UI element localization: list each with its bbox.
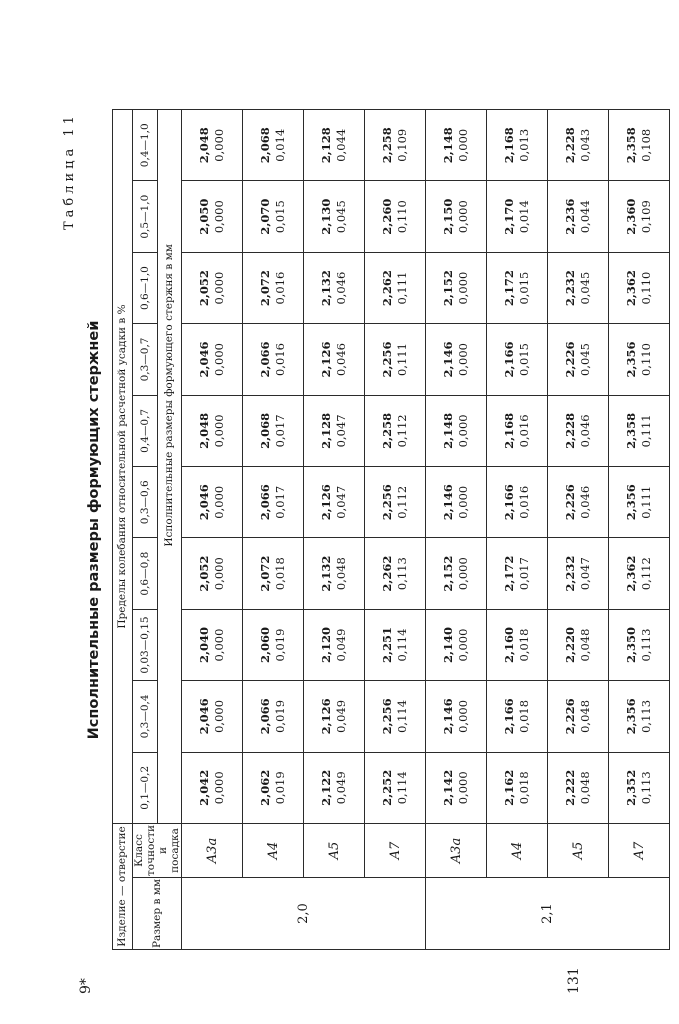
nominal-value: 2,060 (257, 627, 272, 664)
tolerance-value: 0,113 (639, 699, 654, 733)
value-cell (304, 609, 365, 680)
tolerance-value: 0,045 (334, 200, 349, 234)
table-row (426, 110, 487, 950)
value-cell (426, 609, 487, 680)
range-header: 0,6—1,0 (133, 252, 158, 323)
tolerance-value: 0,014 (517, 200, 532, 234)
table-title: Исполнительные размеры формующих стержней (86, 320, 102, 740)
nominal-value: 2,046 (196, 484, 211, 521)
tolerance-value: 0,018 (517, 771, 532, 805)
header-class: Класс точности и посадка (133, 824, 182, 877)
nominal-value: 2,042 (196, 769, 211, 806)
value-cell (243, 252, 304, 323)
tolerance-value: 0,112 (395, 485, 410, 519)
tolerance-value: 0,109 (639, 200, 654, 234)
tolerance-value: 0,045 (578, 343, 593, 376)
value-cell (426, 181, 487, 252)
class-cell: A4 (487, 824, 548, 878)
value-cell (304, 752, 365, 823)
range-header: 0,5—1,0 (133, 181, 158, 252)
tolerance-value: 0,016 (517, 414, 532, 448)
nominal-value: 2,120 (318, 627, 333, 664)
tolerance-value: 0,047 (334, 485, 349, 519)
table-caption: Таблица 11 (62, 112, 77, 230)
nominal-value: 2,072 (257, 270, 272, 307)
nominal-value: 2,232 (562, 555, 577, 592)
value-cell (182, 752, 243, 823)
value-cell (365, 681, 426, 752)
value-cell (365, 181, 426, 252)
nominal-value: 2,258 (379, 412, 394, 449)
size-cell: 2,1 (426, 878, 670, 950)
nominal-value: 2,358 (623, 412, 638, 449)
table-body (182, 110, 670, 950)
nominal-value: 2,252 (379, 769, 394, 806)
nominal-value: 2,122 (318, 769, 333, 806)
tolerance-value: 0,113 (639, 628, 654, 662)
nominal-value: 2,126 (318, 698, 333, 735)
value-cell (487, 324, 548, 395)
tolerance-value: 0,000 (212, 343, 227, 376)
nominal-value: 2,222 (562, 769, 577, 806)
value-cell (487, 681, 548, 752)
tolerance-value: 0,000 (456, 485, 471, 519)
tolerance-value: 0,000 (456, 414, 471, 448)
value-cell (304, 538, 365, 609)
value-cell (487, 467, 548, 538)
nominal-value: 2,052 (196, 270, 211, 307)
nominal-value: 2,356 (623, 484, 638, 521)
tolerance-value: 0,016 (273, 343, 288, 376)
nominal-value: 2,152 (440, 270, 455, 307)
nominal-value: 2,228 (562, 412, 577, 449)
class-cell: A7 (365, 824, 426, 878)
nominal-value: 2,236 (562, 198, 577, 235)
tolerance-value: 0,111 (395, 271, 410, 305)
header-limits: Пределы колебания относительной расчетной усадки в % (113, 110, 133, 824)
range-header: 0,03—0,15 (133, 609, 158, 680)
nominal-value: 2,146 (440, 484, 455, 521)
value-cell (426, 467, 487, 538)
value-cell (426, 395, 487, 466)
tolerance-value: 0,049 (334, 628, 349, 662)
tolerance-value: 0,015 (273, 200, 288, 234)
value-cell (548, 110, 609, 181)
value-cell (609, 324, 670, 395)
tolerance-value: 0,110 (639, 271, 654, 305)
table-row (365, 110, 426, 950)
tolerance-value: 0,048 (578, 771, 593, 805)
tolerance-value: 0,000 (456, 271, 471, 305)
tolerance-value: 0,043 (578, 128, 593, 162)
value-cell (365, 538, 426, 609)
value-cell (426, 538, 487, 609)
value-cell (243, 538, 304, 609)
tolerance-value: 0,112 (639, 557, 654, 591)
range-header: 0,4—1,0 (133, 110, 158, 181)
value-cell (304, 252, 365, 323)
nominal-value: 2,232 (562, 270, 577, 307)
nominal-value: 2,356 (623, 341, 638, 378)
nominal-value: 2,048 (196, 127, 211, 164)
class-cell: A5 (304, 824, 365, 878)
value-cell (304, 324, 365, 395)
class-cell: A7 (609, 824, 670, 878)
tolerance-value: 0,114 (395, 628, 410, 662)
nominal-value: 2,046 (196, 698, 211, 735)
tolerance-value: 0,044 (578, 200, 593, 234)
tolerance-value: 0,019 (273, 771, 288, 805)
tolerance-value: 0,000 (456, 628, 471, 662)
tolerance-value: 0,015 (517, 343, 532, 376)
tolerance-value: 0,016 (517, 485, 532, 519)
page-number-left: 9* (78, 978, 94, 994)
table-row (243, 110, 304, 950)
tolerance-value: 0,017 (273, 414, 288, 448)
value-cell (609, 609, 670, 680)
size-cell: 2,0 (182, 878, 426, 950)
nominal-value: 2,066 (257, 484, 272, 521)
value-cell (304, 395, 365, 466)
table-row (304, 110, 365, 950)
range-header: 0,3—0,7 (133, 324, 158, 395)
value-cell (609, 538, 670, 609)
value-cell (609, 181, 670, 252)
value-cell (487, 252, 548, 323)
tolerance-value: 0,108 (639, 128, 654, 162)
nominal-value: 2,226 (562, 341, 577, 378)
tolerance-value: 0,046 (578, 414, 593, 448)
value-cell (243, 467, 304, 538)
value-cell (243, 324, 304, 395)
tolerance-value: 0,000 (212, 271, 227, 305)
nominal-value: 2,256 (379, 484, 394, 521)
tolerance-value: 0,000 (212, 557, 227, 591)
tolerance-value: 0,046 (578, 485, 593, 519)
value-cell (548, 181, 609, 252)
tolerance-value: 0,049 (334, 771, 349, 805)
dimensions-table (112, 109, 670, 950)
value-cell (548, 681, 609, 752)
nominal-value: 2,166 (501, 341, 516, 378)
tolerance-value: 0,113 (395, 557, 410, 591)
tolerance-value: 0,000 (456, 771, 471, 805)
nominal-value: 2,146 (440, 341, 455, 378)
tolerance-value: 0,047 (334, 414, 349, 448)
nominal-value: 2,262 (379, 555, 394, 592)
subheader-dims: Исполнительные размеры формующего стержня в мм (157, 110, 182, 681)
value-cell (365, 110, 426, 181)
tolerance-value: 0,017 (517, 557, 532, 591)
nominal-value: 2,148 (440, 127, 455, 164)
range-header: 0,4—0,7 (133, 395, 158, 466)
nominal-value: 2,251 (379, 627, 394, 664)
value-cell (609, 681, 670, 752)
tolerance-value: 0,048 (578, 699, 593, 733)
tolerance-value: 0,111 (639, 485, 654, 519)
tolerance-value: 0,018 (517, 628, 532, 662)
header-size: Размер в мм (133, 878, 182, 950)
tolerance-value: 0,114 (395, 771, 410, 805)
table-row (182, 110, 243, 950)
value-cell (365, 252, 426, 323)
nominal-value: 2,048 (196, 412, 211, 449)
class-cell: A3a (426, 824, 487, 878)
nominal-value: 2,360 (623, 198, 638, 235)
nominal-value: 2,262 (379, 270, 394, 307)
nominal-value: 2,068 (257, 412, 272, 449)
value-cell (182, 395, 243, 466)
value-cell (182, 252, 243, 323)
nominal-value: 2,170 (501, 198, 516, 235)
nominal-value: 2,168 (501, 127, 516, 164)
value-cell (243, 181, 304, 252)
tolerance-value: 0,112 (395, 414, 410, 448)
value-cell (548, 324, 609, 395)
nominal-value: 2,168 (501, 412, 516, 449)
table-row (487, 110, 548, 950)
value-cell (426, 110, 487, 181)
header-product: Изделие — отверстие (113, 824, 133, 950)
tolerance-value: 0,111 (395, 343, 410, 376)
nominal-value: 2,256 (379, 698, 394, 735)
range-header: 0,6—0,8 (133, 538, 158, 609)
value-cell (304, 467, 365, 538)
tolerance-value: 0,113 (639, 771, 654, 805)
nominal-value: 2,226 (562, 484, 577, 521)
nominal-value: 2,148 (440, 412, 455, 449)
nominal-value: 2,260 (379, 198, 394, 235)
value-cell (609, 467, 670, 538)
nominal-value: 2,172 (501, 555, 516, 592)
range-header: 0,3—0,6 (133, 467, 158, 538)
tolerance-value: 0,015 (517, 271, 532, 305)
nominal-value: 2,356 (623, 698, 638, 735)
tolerance-value: 0,000 (456, 200, 471, 234)
tolerance-value: 0,110 (639, 343, 654, 376)
class-cell: A3a (182, 824, 243, 878)
nominal-value: 2,068 (257, 127, 272, 164)
value-cell (426, 252, 487, 323)
nominal-value: 2,050 (196, 198, 211, 235)
value-cell (304, 181, 365, 252)
value-cell (548, 538, 609, 609)
tolerance-value: 0,109 (395, 128, 410, 162)
value-cell (182, 324, 243, 395)
nominal-value: 2,228 (562, 127, 577, 164)
value-cell (487, 609, 548, 680)
tolerance-value: 0,046 (334, 271, 349, 305)
value-cell (426, 324, 487, 395)
value-cell (548, 395, 609, 466)
tolerance-value: 0,016 (273, 271, 288, 305)
value-cell (182, 467, 243, 538)
tolerance-value: 0,049 (334, 699, 349, 733)
value-cell (609, 110, 670, 181)
nominal-value: 2,256 (379, 341, 394, 378)
value-cell (426, 681, 487, 752)
tolerance-value: 0,000 (456, 343, 471, 376)
tolerance-value: 0,000 (212, 699, 227, 733)
nominal-value: 2,128 (318, 412, 333, 449)
value-cell (304, 681, 365, 752)
tolerance-value: 0,114 (395, 699, 410, 733)
nominal-value: 2,150 (440, 198, 455, 235)
tolerance-value: 0,000 (456, 557, 471, 591)
tolerance-value: 0,046 (334, 343, 349, 376)
tolerance-value: 0,000 (456, 128, 471, 162)
value-cell (365, 324, 426, 395)
value-cell (304, 110, 365, 181)
nominal-value: 2,166 (501, 484, 516, 521)
value-cell (182, 181, 243, 252)
value-cell (243, 110, 304, 181)
tolerance-value: 0,000 (212, 128, 227, 162)
value-cell (487, 538, 548, 609)
value-cell (182, 538, 243, 609)
nominal-value: 2,166 (501, 698, 516, 735)
nominal-value: 2,066 (257, 341, 272, 378)
tolerance-value: 0,018 (273, 557, 288, 591)
nominal-value: 2,142 (440, 769, 455, 806)
tolerance-value: 0,018 (517, 699, 532, 733)
tolerance-value: 0,048 (334, 557, 349, 591)
table-row (548, 110, 609, 950)
tolerance-value: 0,000 (212, 200, 227, 234)
table-row (609, 110, 670, 950)
value-cell (548, 752, 609, 823)
value-cell (365, 609, 426, 680)
nominal-value: 2,066 (257, 698, 272, 735)
value-cell (609, 252, 670, 323)
nominal-value: 2,040 (196, 627, 211, 664)
nominal-value: 2,358 (623, 127, 638, 164)
rotated-page (48, 110, 654, 994)
subheader-spacer (157, 681, 182, 824)
nominal-value: 2,126 (318, 341, 333, 378)
tolerance-value: 0,110 (395, 200, 410, 234)
value-cell (609, 752, 670, 823)
tolerance-value: 0,017 (273, 485, 288, 519)
range-header: 0,1—0,2 (133, 752, 158, 823)
tolerance-value: 0,019 (273, 699, 288, 733)
value-cell (487, 181, 548, 252)
value-cell (487, 110, 548, 181)
value-cell (609, 395, 670, 466)
value-cell (243, 681, 304, 752)
tolerance-value: 0,000 (212, 628, 227, 662)
nominal-value: 2,130 (318, 198, 333, 235)
nominal-value: 2,362 (623, 555, 638, 592)
tolerance-value: 0,019 (273, 628, 288, 662)
tolerance-value: 0,000 (212, 485, 227, 519)
nominal-value: 2,126 (318, 484, 333, 521)
tolerance-value: 0,044 (334, 128, 349, 162)
value-cell (182, 681, 243, 752)
value-cell (548, 467, 609, 538)
tolerance-value: 0,048 (578, 628, 593, 662)
tolerance-value: 0,111 (639, 414, 654, 448)
tolerance-value: 0,045 (578, 271, 593, 305)
value-cell (365, 752, 426, 823)
nominal-value: 2,070 (257, 198, 272, 235)
value-cell (487, 395, 548, 466)
nominal-value: 2,226 (562, 698, 577, 735)
class-cell: A4 (243, 824, 304, 878)
value-cell (243, 752, 304, 823)
tolerance-value: 0,000 (212, 414, 227, 448)
nominal-value: 2,220 (562, 627, 577, 664)
nominal-value: 2,152 (440, 555, 455, 592)
nominal-value: 2,062 (257, 769, 272, 806)
class-cell: A5 (548, 824, 609, 878)
nominal-value: 2,052 (196, 555, 211, 592)
nominal-value: 2,162 (501, 769, 516, 806)
page-number-right: 131 (566, 967, 582, 994)
value-cell (243, 609, 304, 680)
nominal-value: 2,132 (318, 555, 333, 592)
nominal-value: 2,258 (379, 127, 394, 164)
value-cell (182, 609, 243, 680)
value-cell (365, 395, 426, 466)
nominal-value: 2,160 (501, 627, 516, 664)
value-cell (548, 252, 609, 323)
nominal-value: 2,362 (623, 270, 638, 307)
nominal-value: 2,046 (196, 341, 211, 378)
tolerance-value: 0,014 (273, 128, 288, 162)
value-cell (548, 609, 609, 680)
nominal-value: 2,072 (257, 555, 272, 592)
nominal-value: 2,350 (623, 627, 638, 664)
nominal-value: 2,132 (318, 270, 333, 307)
nominal-value: 2,128 (318, 127, 333, 164)
value-cell (426, 752, 487, 823)
tolerance-value: 0,000 (456, 699, 471, 733)
nominal-value: 2,172 (501, 270, 516, 307)
nominal-value: 2,140 (440, 627, 455, 664)
range-header: 0,3—0,4 (133, 681, 158, 752)
nominal-value: 2,352 (623, 769, 638, 806)
tolerance-value: 0,013 (517, 128, 532, 162)
value-cell (365, 467, 426, 538)
tolerance-value: 0,047 (578, 557, 593, 591)
value-cell (182, 110, 243, 181)
value-cell (487, 752, 548, 823)
value-cell (243, 395, 304, 466)
tolerance-value: 0,000 (212, 771, 227, 805)
nominal-value: 2,146 (440, 698, 455, 735)
